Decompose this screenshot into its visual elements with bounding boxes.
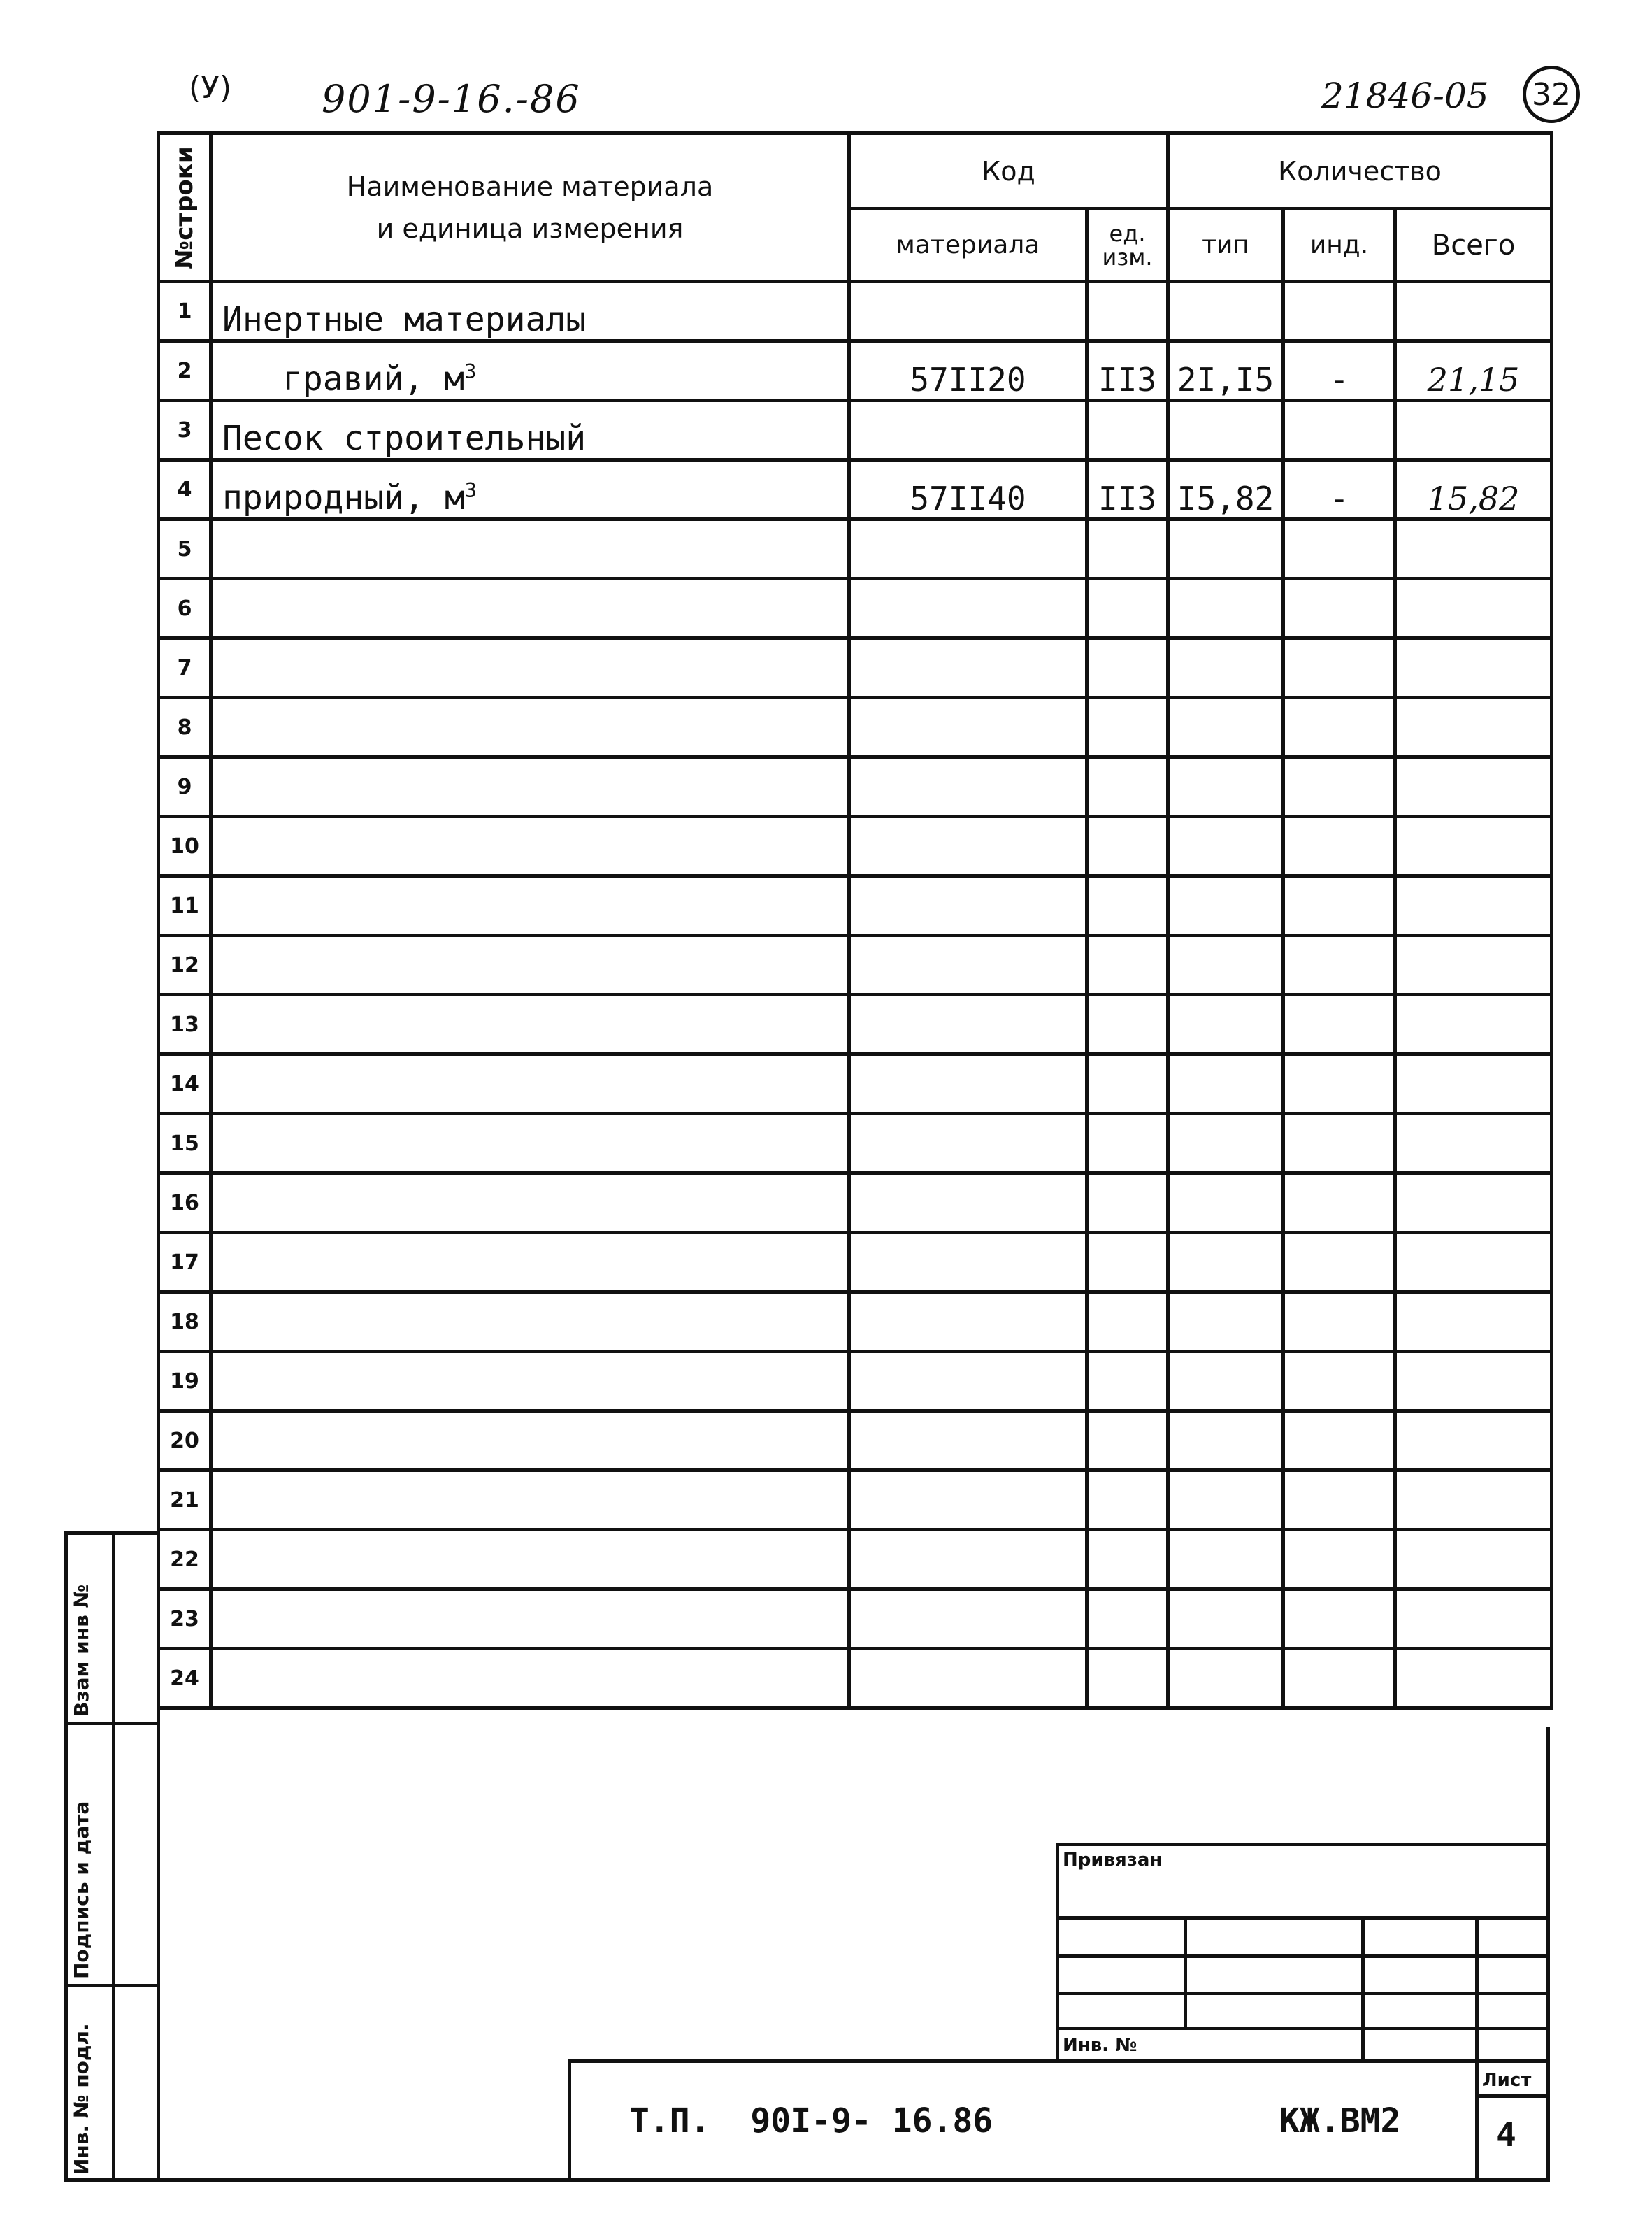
qty-type <box>1168 936 1284 995</box>
qty-ind <box>1284 876 1395 936</box>
material-code: 57II20 <box>849 341 1087 401</box>
material-name <box>211 1411 849 1471</box>
header-qty-total: Всего <box>1395 209 1552 282</box>
qty-ind <box>1284 1173 1395 1233</box>
inventory-number-label: Инв. № <box>1063 2035 1137 2056</box>
qty-total <box>1395 1411 1552 1471</box>
material-name <box>211 876 849 936</box>
material-code <box>849 1589 1087 1649</box>
unit-code <box>1087 1352 1168 1411</box>
table-row <box>159 757 1552 817</box>
materials-table <box>157 131 1553 1710</box>
row-number: 16 <box>159 1173 211 1233</box>
qty-type <box>1168 995 1284 1055</box>
row-number: 21 <box>159 1471 211 1530</box>
qty-ind <box>1284 579 1395 638</box>
archive-number: 21846-05 <box>1321 76 1489 116</box>
qty-type <box>1168 1055 1284 1114</box>
header-mark: (У) <box>189 70 232 106</box>
qty-total <box>1395 876 1552 936</box>
side-label-vzam: Взам инв № <box>70 1584 93 1717</box>
row-number: 12 <box>159 936 211 995</box>
qty-type <box>1168 1471 1284 1530</box>
header-qty-ind: инд. <box>1284 209 1395 282</box>
unit-code <box>1087 1055 1168 1114</box>
table-row <box>159 1471 1552 1530</box>
table-row <box>159 1352 1552 1411</box>
material-code <box>849 1352 1087 1411</box>
material-code <box>849 1173 1087 1233</box>
qty-total <box>1395 1292 1552 1352</box>
qty-total <box>1395 757 1552 817</box>
qty-ind: - <box>1284 460 1395 520</box>
qty-type: 2I,I5 <box>1168 341 1284 401</box>
header-code-unit: ед. изм. <box>1087 209 1168 282</box>
qty-type: I5,82 <box>1168 460 1284 520</box>
qty-total: 21,15 <box>1395 341 1552 401</box>
qty-type <box>1168 1233 1284 1292</box>
qty-total <box>1395 698 1552 757</box>
qty-ind <box>1284 757 1395 817</box>
row-number: 5 <box>159 520 211 579</box>
qty-ind <box>1284 1233 1395 1292</box>
qty-ind <box>1284 520 1395 579</box>
row-number: 1 <box>159 282 211 341</box>
unit-code <box>1087 995 1168 1055</box>
qty-total <box>1395 1589 1552 1649</box>
row-number: 13 <box>159 995 211 1055</box>
qty-total <box>1395 579 1552 638</box>
qty-type <box>1168 282 1284 341</box>
header-code: Код <box>849 134 1168 209</box>
qty-type <box>1168 1352 1284 1411</box>
table-row <box>159 698 1552 757</box>
unit-code: II3 <box>1087 460 1168 520</box>
table-row <box>159 995 1552 1055</box>
qty-total: 15,82 <box>1395 460 1552 520</box>
side-label-inv: Инв. № подл. <box>70 2023 93 2175</box>
qty-type <box>1168 757 1284 817</box>
qty-ind <box>1284 1649 1395 1708</box>
qty-type <box>1168 1292 1284 1352</box>
material-code <box>849 1530 1087 1589</box>
material-code <box>849 1233 1087 1292</box>
qty-total <box>1395 1649 1552 1708</box>
qty-total <box>1395 817 1552 876</box>
qty-type <box>1168 1173 1284 1233</box>
material-code <box>849 638 1087 698</box>
table-row <box>159 638 1552 698</box>
qty-total <box>1395 1530 1552 1589</box>
qty-ind <box>1284 1530 1395 1589</box>
qty-type <box>1168 1411 1284 1471</box>
qty-ind <box>1284 1055 1395 1114</box>
material-code <box>849 1292 1087 1352</box>
material-name: природный, $м^3$ <box>211 460 849 520</box>
table-row <box>159 1114 1552 1173</box>
table-row <box>159 1411 1552 1471</box>
table-row <box>159 341 1552 401</box>
material-code <box>849 1411 1087 1471</box>
qty-type <box>1168 1114 1284 1173</box>
qty-ind <box>1284 1114 1395 1173</box>
qty-total <box>1395 1233 1552 1292</box>
qty-ind <box>1284 401 1395 460</box>
qty-total <box>1395 1471 1552 1530</box>
qty-type <box>1168 698 1284 757</box>
unit-code: II3 <box>1087 341 1168 401</box>
qty-type <box>1168 520 1284 579</box>
unit-code <box>1087 1411 1168 1471</box>
table-row <box>159 1055 1552 1114</box>
material-name <box>211 698 849 757</box>
material-code <box>849 995 1087 1055</box>
row-number: 9 <box>159 757 211 817</box>
material-name <box>211 1173 849 1233</box>
qty-total <box>1395 520 1552 579</box>
unit-code <box>1087 1649 1168 1708</box>
qty-ind <box>1284 1411 1395 1471</box>
header-row-number: №строки <box>159 134 211 282</box>
header-material-name: Наименование материала и единица измерения <box>211 134 849 282</box>
qty-ind <box>1284 1352 1395 1411</box>
material-code <box>849 936 1087 995</box>
unit-code <box>1087 757 1168 817</box>
qty-ind <box>1284 282 1395 341</box>
table-row <box>159 579 1552 638</box>
material-name <box>211 1530 849 1589</box>
row-number: 14 <box>159 1055 211 1114</box>
material-code <box>849 520 1087 579</box>
qty-total <box>1395 1055 1552 1114</box>
sheet-label: Лист <box>1482 2070 1532 2091</box>
material-name <box>211 520 849 579</box>
table-row <box>159 1530 1552 1589</box>
table-row <box>159 460 1552 520</box>
row-number: 2 <box>159 341 211 401</box>
material-name <box>211 638 849 698</box>
material-code <box>849 1114 1087 1173</box>
qty-total <box>1395 1352 1552 1411</box>
unit-code <box>1087 1233 1168 1292</box>
unit-code <box>1087 1173 1168 1233</box>
row-number: 23 <box>159 1589 211 1649</box>
table-row <box>159 817 1552 876</box>
material-name <box>211 1649 849 1708</box>
side-label-sign: Подпись и дата <box>70 1801 93 1979</box>
material-name: Инертные материалы <box>211 282 849 341</box>
material-name <box>211 757 849 817</box>
header-qty-type: тип <box>1168 209 1284 282</box>
qty-ind <box>1284 995 1395 1055</box>
qty-type <box>1168 817 1284 876</box>
row-number: 17 <box>159 1233 211 1292</box>
qty-type <box>1168 638 1284 698</box>
material-name <box>211 1233 849 1292</box>
qty-total <box>1395 282 1552 341</box>
unit-code <box>1087 638 1168 698</box>
qty-type <box>1168 1649 1284 1708</box>
material-name <box>211 1589 849 1649</box>
material-code <box>849 1649 1087 1708</box>
qty-total <box>1395 995 1552 1055</box>
qty-type <box>1168 876 1284 936</box>
material-code <box>849 1055 1087 1114</box>
qty-total <box>1395 638 1552 698</box>
row-number: 15 <box>159 1114 211 1173</box>
row-number: 6 <box>159 579 211 638</box>
material-code <box>849 817 1087 876</box>
qty-ind <box>1284 1589 1395 1649</box>
unit-code <box>1087 1530 1168 1589</box>
unit-code <box>1087 579 1168 638</box>
table-row <box>159 1173 1552 1233</box>
material-code <box>849 579 1087 638</box>
unit-code <box>1087 1292 1168 1352</box>
material-name: гравий, $м^3$ <box>211 341 849 401</box>
material-name <box>211 817 849 876</box>
project-number: Т.П. 90I-9- 16.86 <box>629 2101 993 2140</box>
table-row <box>159 520 1552 579</box>
table-row <box>159 1292 1552 1352</box>
document-number: 901-9-16.-86 <box>322 77 581 121</box>
row-number: 18 <box>159 1292 211 1352</box>
qty-type <box>1168 579 1284 638</box>
material-name <box>211 1055 849 1114</box>
unit-code <box>1087 1114 1168 1173</box>
material-code <box>849 401 1087 460</box>
material-code <box>849 876 1087 936</box>
unit-code <box>1087 1589 1168 1649</box>
table-row <box>159 401 1552 460</box>
header-quantity: Количество <box>1168 134 1552 209</box>
material-code: 57II40 <box>849 460 1087 520</box>
row-number: 8 <box>159 698 211 757</box>
table-row <box>159 1233 1552 1292</box>
material-code <box>849 282 1087 341</box>
row-number: 7 <box>159 638 211 698</box>
table-row <box>159 876 1552 936</box>
table-row <box>159 936 1552 995</box>
qty-total <box>1395 1173 1552 1233</box>
material-name <box>211 1471 849 1530</box>
qty-total <box>1395 401 1552 460</box>
row-number: 24 <box>159 1649 211 1708</box>
qty-total <box>1395 1114 1552 1173</box>
material-name <box>211 1352 849 1411</box>
material-code <box>849 757 1087 817</box>
drawing-code: КЖ.ВМ2 <box>1279 2101 1401 2140</box>
material-code <box>849 698 1087 757</box>
material-name <box>211 936 849 995</box>
row-number: 10 <box>159 817 211 876</box>
qty-ind <box>1284 1292 1395 1352</box>
row-number: 3 <box>159 401 211 460</box>
qty-ind <box>1284 638 1395 698</box>
material-name <box>211 579 849 638</box>
material-code <box>849 1471 1087 1530</box>
qty-type <box>1168 1589 1284 1649</box>
header-code-material: материала <box>849 209 1087 282</box>
row-number: 11 <box>159 876 211 936</box>
qty-type <box>1168 401 1284 460</box>
qty-total <box>1395 936 1552 995</box>
row-number: 20 <box>159 1411 211 1471</box>
unit-code <box>1087 520 1168 579</box>
qty-ind <box>1284 1471 1395 1530</box>
unit-code <box>1087 817 1168 876</box>
qty-ind <box>1284 817 1395 876</box>
unit-code <box>1087 401 1168 460</box>
page-number-circle: 32 <box>1523 66 1580 123</box>
row-number: 4 <box>159 460 211 520</box>
table-row <box>159 1589 1552 1649</box>
table-row <box>159 1649 1552 1708</box>
qty-ind <box>1284 936 1395 995</box>
material-name: Песок строительный <box>211 401 849 460</box>
qty-ind: - <box>1284 341 1395 401</box>
table-row <box>159 282 1552 341</box>
material-name <box>211 1114 849 1173</box>
unit-code <box>1087 1471 1168 1530</box>
binding-label: Привязан <box>1063 1850 1163 1871</box>
material-name <box>211 995 849 1055</box>
unit-code <box>1087 876 1168 936</box>
unit-code <box>1087 282 1168 341</box>
row-number: 22 <box>159 1530 211 1589</box>
unit-code <box>1087 936 1168 995</box>
material-name <box>211 1292 849 1352</box>
qty-type <box>1168 1530 1284 1589</box>
sheet-number: 4 <box>1496 2115 1516 2154</box>
row-number: 19 <box>159 1352 211 1411</box>
qty-ind <box>1284 698 1395 757</box>
unit-code <box>1087 698 1168 757</box>
